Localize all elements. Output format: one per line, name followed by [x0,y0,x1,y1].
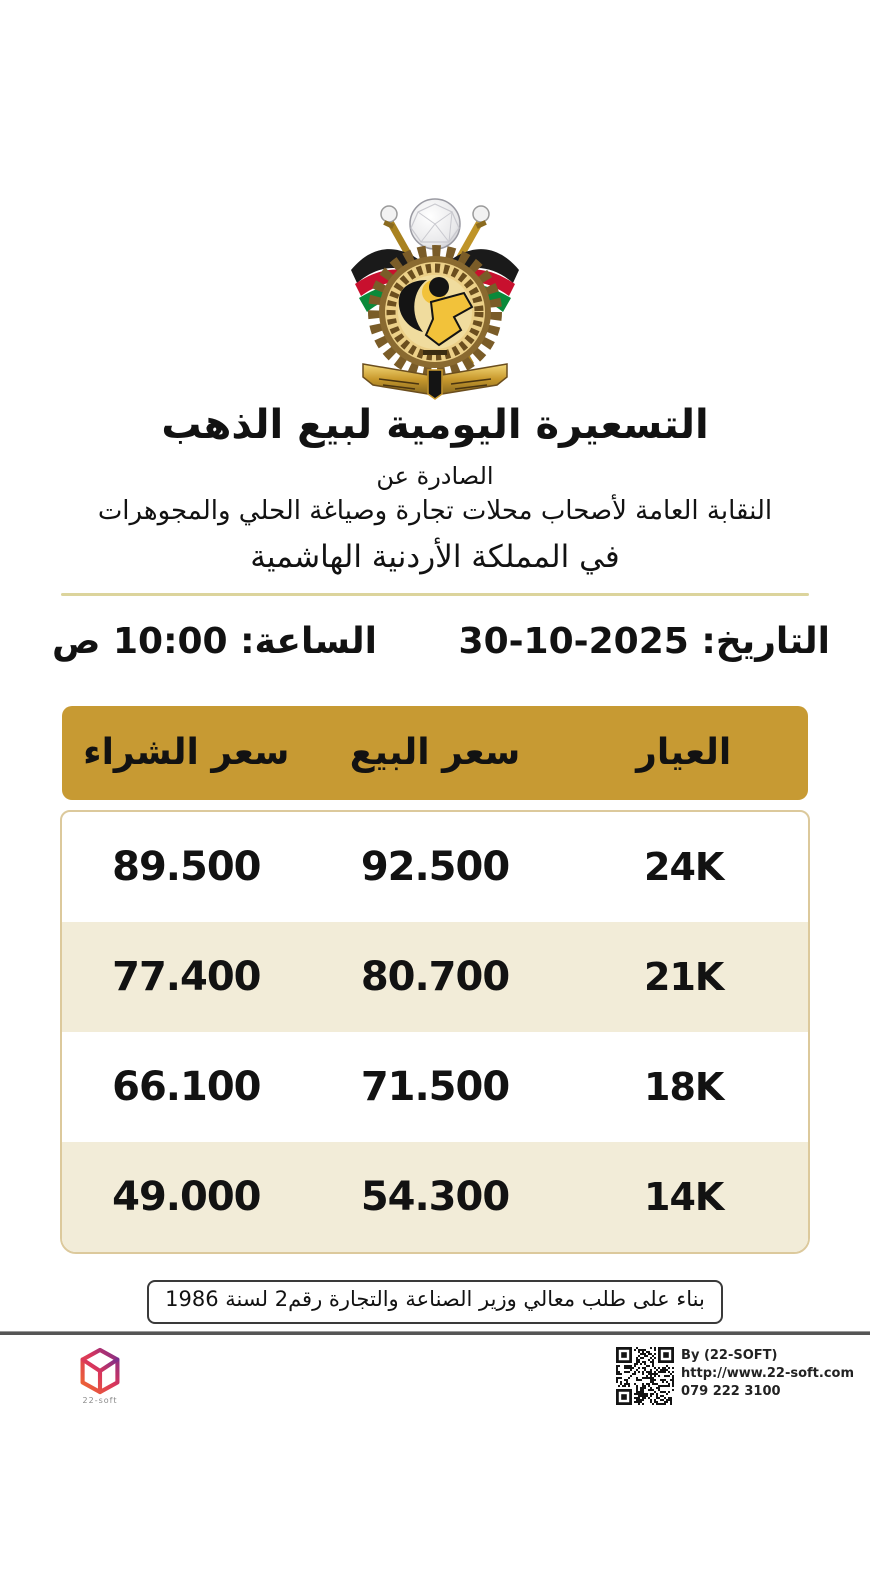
karat-cell: 24K [644,844,724,889]
karat-cell: 21K [644,954,724,999]
table-header-row [62,706,808,800]
date-time-row [0,616,870,668]
column-header-buy: سعر الشراء [83,732,290,774]
table-row [62,1032,808,1142]
qr-code-icon [616,1347,674,1405]
date-label: التاريخ: [701,621,830,663]
issued-by-label: الصادرة عن [376,462,494,490]
date-value: 30-10-2025 [458,621,689,663]
sell-price-cell: 71.500 [360,1063,510,1110]
karat-cell: 14K [644,1174,724,1219]
table-row [62,1142,808,1252]
credit-block [616,1347,854,1405]
credit-by: By (22-SOFT) [681,1347,778,1363]
page-title: التسعيرة اليومية لبيع الذهب [161,402,709,448]
time-suffix: ص [52,621,101,663]
gem-icon [410,199,460,249]
time-field [52,621,377,662]
time-value: 10:00 [112,621,228,663]
footer-bar [0,1335,870,1405]
credit-phone: 079 222 3100 [681,1384,781,1400]
price-table [60,810,810,1254]
sell-price-cell: 80.700 [360,953,510,1000]
tan-divider [61,593,809,596]
column-header-karat: العيار [636,732,732,774]
table-row [62,812,808,922]
22soft-brand [70,1347,130,1405]
time-label: الساعة: [240,621,377,663]
sell-price-cell: 92.500 [360,843,510,890]
organization-name: النقابة العامة لأصحاب محلات تجارة وصياغة الحلي والمجوهرات [97,495,773,526]
legal-note: بناء على طلب معالي وزير الصناعة والتجارة رقم2 لسنة 1986 [147,1280,723,1324]
sell-price-cell: 54.300 [360,1173,510,1220]
karat-cell: 18K [644,1064,724,1109]
credit-url: http://www.22-soft.com [681,1366,854,1382]
buy-price-cell: 66.100 [112,1063,261,1110]
brand-label: 22-soft [82,1395,118,1405]
ribbon-icon [363,364,507,399]
syndicate-emblem-icon [329,180,541,400]
buy-price-cell: 89.500 [112,843,261,890]
date-field [459,621,830,662]
table-row [62,922,808,1032]
buy-price-cell: 49.000 [112,1173,261,1220]
kingdom-name: في المملكة الأردنية الهاشمية [250,539,620,576]
buy-price-cell: 77.400 [112,953,261,1000]
22soft-cube-logo-icon [78,1347,122,1395]
column-header-sell: سعر البيع [349,732,521,774]
